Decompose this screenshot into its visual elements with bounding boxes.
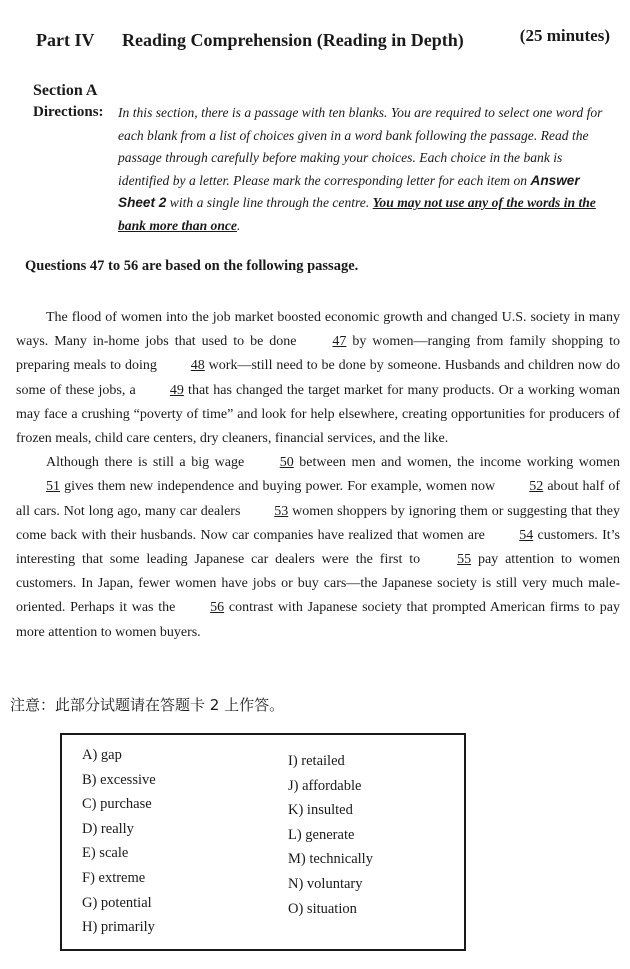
word-choice-i: I) retailed — [288, 753, 345, 769]
directions-text — [118, 102, 614, 238]
passage-text: about half of all cars. Not long ago, many car dealers — [16, 479, 621, 519]
answer-sheet-label: Answer Sheet 2 — [118, 172, 580, 211]
word-choice-a: A) gap — [82, 747, 122, 763]
word-choice-l: L) generate — [288, 826, 355, 843]
passage-text: The flood of women into the job market boosted economic growth and changed U.S. society in many ways. Many in-home jobs that used to be done — [16, 310, 620, 350]
passage-text: gives them new independence and buying power. For example, women now — [60, 479, 500, 495]
word-choice-n: N) voluntary — [288, 875, 363, 892]
word-choice-f: F) extreme — [82, 869, 146, 886]
passage-paragraph-1 — [16, 306, 620, 451]
questions-intro: Questions 47 to 56 are based on the following passage. — [25, 258, 359, 274]
blank-53: 53 — [274, 503, 289, 519]
blank-56: 56 — [210, 600, 225, 616]
directions-label: Directions: — [33, 104, 104, 120]
blank-49: 49 — [169, 382, 184, 398]
word-choice-c: C) purchase — [82, 796, 152, 813]
word-choice-e: E) scale — [82, 845, 129, 862]
passage-text: by women—ranging from family shopping to preparing meals to doing — [16, 334, 621, 374]
blank-50: 50 — [279, 455, 294, 471]
passage-text: work—still need to be done by someone. Husbands and children now do some of these jobs, a — [16, 358, 620, 398]
blank-55: 55 — [457, 552, 472, 568]
passage-text: between men and women, the income working women — [293, 455, 621, 471]
passage-text: that has changed the target market for many products. Or a working woman may face a crushing “poverty of time” and look for help elsewhere, creating opportunities for producers of frozen meals, child care centers, dry cleaners, financial services, and the like. — [16, 382, 621, 447]
chinese-note: 注意：此部分试题请在答题卡 2 上作答。 — [10, 696, 285, 714]
reading-passage — [16, 306, 620, 645]
directions-warning: You may not use any of the words in the bank more than once — [118, 195, 596, 233]
blank-54: 54 — [519, 527, 534, 543]
passage-text: contrast with Japanese society that prompted American firms to pay more attention to women buyers. — [16, 600, 620, 640]
passage-text: pay attention to women customers. In Japan, fewer women have jobs or buy cars—the Japanese society is still very much male-oriented. Perhaps it was the — [16, 552, 620, 616]
blank-52: 52 — [529, 479, 544, 495]
passage-text: Although there is still a big wage — [46, 455, 250, 471]
word-bank — [60, 733, 466, 951]
word-bank-left-column — [82, 743, 156, 940]
word-choice-h: H) primarily — [82, 919, 155, 936]
passage-text: women shoppers by ignoring them or suggesting that they come back with their husbands. Now car companies have realized that women are — [16, 503, 620, 543]
blank-47: 47 — [332, 334, 347, 350]
passage-text: customers. It’s interesting that some leading Japanese car dealers were the first to — [16, 527, 621, 568]
time-limit: (25 minutes) — [519, 26, 610, 45]
directions-part-2: with a single line through the centre. — [166, 195, 373, 211]
passage-paragraph-2 — [16, 451, 620, 645]
word-choice-o: O) situation — [288, 900, 357, 917]
part-title: Reading Comprehension (Reading in Depth) — [122, 30, 464, 50]
section-title: Section A — [33, 82, 98, 99]
word-bank-right-column — [288, 749, 373, 921]
word-choice-d: D) really — [82, 820, 134, 837]
directions-part-1: In this section, there is a passage with ten blanks. You are required to select one word for each blank from a list of choices given in a word bank following the passage. Read the passage through carefully before making your choices. Each choice in the bank is identified by a letter. Please mark the corresponding letter for each item on — [118, 105, 603, 188]
blank-48: 48 — [190, 358, 205, 374]
directions-end: . — [236, 217, 241, 233]
word-choice-m: M) technically — [288, 851, 373, 868]
word-choice-b: B) excessive — [82, 771, 156, 788]
word-choice-j: J) affordable — [288, 777, 362, 794]
word-choice-k: K) insulted — [288, 802, 353, 819]
part-label: Part IV — [36, 30, 95, 50]
blank-51: 51 — [46, 479, 60, 495]
part-header — [36, 26, 616, 56]
word-choice-g: G) potential — [82, 894, 152, 911]
